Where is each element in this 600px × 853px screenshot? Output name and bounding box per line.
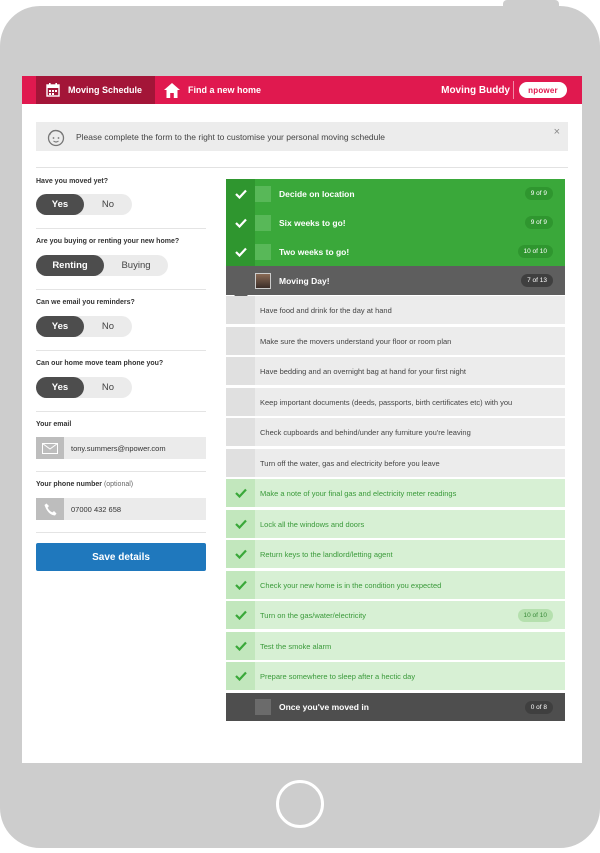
phone-team-toggle[interactable] [36, 377, 132, 398]
stage-title: Two weeks to go! [279, 246, 350, 257]
divider [36, 411, 206, 412]
task-text: Test the smoke alarm [260, 641, 332, 651]
divider [36, 228, 206, 229]
check-icon[interactable] [226, 571, 255, 599]
email-reminders-toggle[interactable] [36, 316, 132, 337]
phone-group [36, 481, 206, 488]
task-checkbox[interactable] [226, 357, 255, 385]
app-screen [22, 76, 582, 763]
close-icon[interactable]: × [553, 126, 560, 138]
calendar-icon [46, 83, 60, 97]
stage-row-next[interactable] [226, 693, 565, 721]
phone-team-yes-option[interactable]: Yes [36, 377, 84, 398]
moved-toggle[interactable] [36, 194, 132, 215]
task-row-done[interactable] [226, 540, 565, 569]
phone-team-no-option[interactable]: No [101, 382, 115, 393]
task-row-done[interactable] [226, 479, 565, 508]
stage-row[interactable] [226, 179, 565, 208]
task-text: Check cupboards and behind/under any furniture you're leaving [260, 427, 471, 437]
tablet-power-button [503, 0, 559, 8]
stage-progress-badge: 10 of 10 [518, 245, 554, 258]
check-icon [226, 208, 255, 237]
task-text: Check your new home is in the condition you expected [260, 580, 442, 590]
divider [36, 471, 206, 472]
tenure-label: Are you buying or renting your new home? [36, 238, 180, 245]
email-reminders-yes-option[interactable]: Yes [36, 316, 84, 337]
stage-progress-badge: 7 of 13 [521, 274, 553, 287]
email-input[interactable] [64, 444, 194, 453]
task-text: Lock all the windows and doors [260, 519, 365, 529]
task-row-done[interactable] [226, 632, 565, 661]
stage-progress-badge: 9 of 9 [525, 216, 553, 229]
task-row-done[interactable] [226, 662, 565, 691]
email-reminders-label: Can we email you reminders? [36, 299, 135, 306]
task-row[interactable] [226, 388, 565, 417]
phone-optional-note: (optional) [103, 481, 134, 488]
notice-text: Please complete the form to the right to customise your personal moving schedule [76, 131, 385, 142]
user-face-icon [46, 127, 66, 147]
stage-marker [226, 266, 255, 295]
stage-checkbox[interactable] [255, 699, 271, 715]
phone-team-question [36, 360, 206, 367]
home-icon [164, 83, 180, 98]
stage-checkbox[interactable] [255, 186, 271, 202]
tab-moving-schedule[interactable] [36, 76, 155, 104]
email-field[interactable] [36, 437, 206, 459]
save-details-button[interactable]: Save details [36, 543, 206, 571]
check-icon [226, 179, 255, 208]
moved-no-option[interactable]: No [101, 199, 115, 210]
task-text: Turn on the gas/water/electricity [260, 610, 367, 620]
task-row-done[interactable] [226, 571, 565, 600]
phone-icon [36, 498, 64, 520]
stage-marker [226, 693, 255, 721]
task-text: Prepare somewhere to sleep after a hectic day [260, 671, 416, 681]
phone-input[interactable] [64, 505, 194, 514]
task-text: Have food and drink for the day at hand [260, 305, 392, 315]
task-checkbox[interactable] [226, 388, 255, 416]
stage-checkbox[interactable] [255, 215, 271, 231]
phone-team-label: Can our home move team phone you? [36, 360, 164, 367]
tenure-buying-option[interactable]: Buying [121, 260, 151, 271]
task-row-done[interactable] [226, 601, 565, 630]
task-checkbox[interactable] [226, 296, 255, 324]
task-text: Turn off the water, gas and electricity before you leave [260, 458, 440, 468]
task-row[interactable] [226, 418, 565, 447]
task-checkbox[interactable] [226, 449, 255, 477]
moved-yes-option[interactable]: Yes [36, 194, 84, 215]
divider [36, 350, 206, 351]
stage-row-active[interactable] [226, 266, 565, 295]
stage-progress-badge: 0 of 8 [525, 701, 553, 714]
task-text: Make sure the movers understand your floor or room plan [260, 336, 452, 346]
stage-progress-badge: 9 of 9 [525, 187, 553, 200]
task-text: Keep important documents (deeds, passports, birth certificates etc) with you [260, 397, 513, 407]
tab-find-new-home[interactable] [164, 76, 261, 104]
email-reminders-question [36, 299, 206, 306]
check-icon[interactable] [226, 479, 255, 507]
email-label: Your email [36, 421, 72, 428]
moved-label: Have you moved yet? [36, 178, 108, 185]
tablet-home-button[interactable] [276, 780, 324, 828]
task-row-done[interactable] [226, 510, 565, 539]
stage-title: Six weeks to go! [279, 217, 346, 228]
phone-field[interactable] [36, 498, 206, 520]
tenure-toggle[interactable] [36, 255, 168, 276]
app-name: Moving Buddy [441, 84, 510, 96]
info-notice [36, 122, 568, 151]
task-row[interactable] [226, 296, 565, 325]
check-icon [226, 237, 255, 266]
stage-title: Once you've moved in [279, 702, 369, 712]
task-checkbox[interactable] [226, 418, 255, 446]
envelope-icon [36, 437, 64, 459]
task-row[interactable] [226, 449, 565, 478]
phone-label [36, 481, 206, 488]
task-row[interactable] [226, 357, 565, 386]
check-icon[interactable] [226, 662, 255, 690]
avatar [255, 273, 271, 289]
stage-title: Moving Day! [279, 275, 330, 286]
task-text: Have bedding and an overnight bag at hand for your first night [260, 366, 466, 376]
check-icon[interactable] [226, 540, 255, 568]
task-text: Make a note of your final gas and electricity meter readings [260, 488, 457, 498]
email-group [36, 421, 206, 428]
email-reminders-no-option[interactable]: No [101, 321, 115, 332]
top-navigation-bar [22, 76, 582, 104]
check-icon[interactable] [226, 632, 255, 660]
moved-question [36, 178, 206, 185]
task-text: Return keys to the landlord/letting agent [260, 549, 393, 559]
stage-row[interactable] [226, 237, 565, 266]
divider [36, 167, 568, 168]
task-checkbox[interactable] [226, 327, 255, 355]
tab-find-new-home-label: Find a new home [188, 85, 262, 95]
stage-checkbox[interactable] [255, 244, 271, 260]
npower-logo[interactable]: npower [519, 82, 567, 98]
tenure-question [36, 238, 206, 245]
divider [36, 532, 206, 533]
task-row[interactable] [226, 327, 565, 356]
task-progress-badge: 10 of 10 [518, 609, 554, 622]
check-icon[interactable] [226, 510, 255, 538]
stage-row[interactable] [226, 208, 565, 237]
check-icon[interactable] [226, 601, 255, 629]
header-divider [513, 81, 514, 99]
stage-title: Decide on location [279, 188, 355, 199]
tenure-renting-option[interactable]: Renting [36, 255, 104, 276]
divider [36, 289, 206, 290]
phone-label-text: Your phone number [36, 481, 102, 488]
tab-moving-schedule-label: Moving Schedule [68, 85, 143, 95]
